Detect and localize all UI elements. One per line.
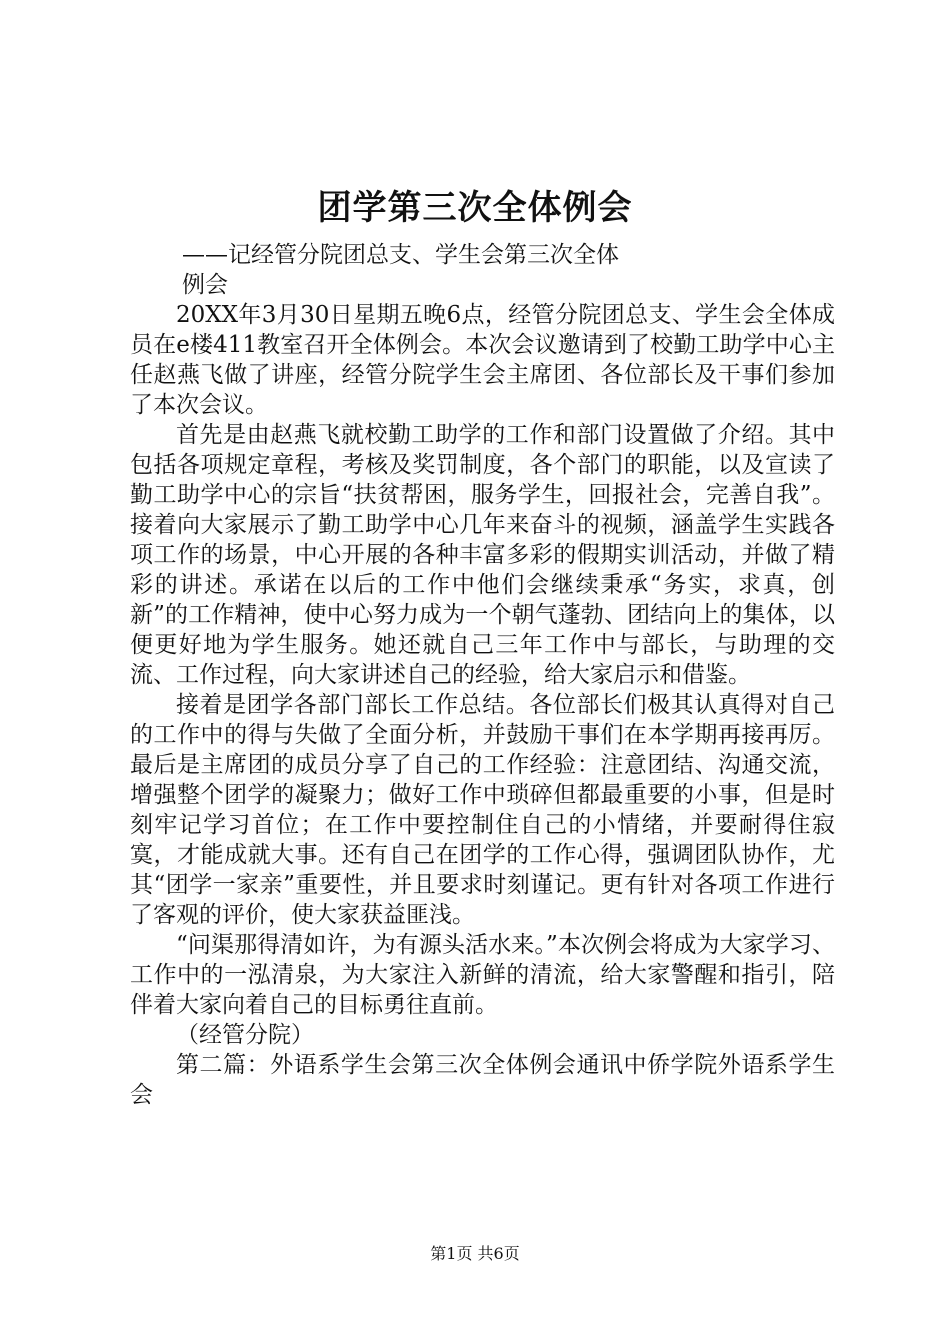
page-number-footer: 第1页 共6页 [430, 1244, 520, 1263]
subtitle-line: 例会 [182, 272, 228, 298]
paragraph: 第二篇：外语系学生会第三次全体例会通讯中侨学院外语系学生会 [130, 1052, 835, 1108]
paragraph: “问渠那得清如许，为有源头活水来。”本次例会将成为大家学习、工作中的一泓清泉，为大家注入新鲜的清流，给大家警醒和指引，陪伴着大家向着自己的目标勇往直前。 [130, 932, 835, 1018]
subtitle [182, 240, 682, 300]
subtitle-line: ——记经管分院团总支、学生会第三次全体 [182, 242, 619, 268]
page-title: 团学第三次全体例会 [317, 188, 633, 228]
paragraph: 20XX年3月30日星期五晚6点，经管分院团总支、学生会全体成员在e楼411教室召开全体例会。本次会议邀请到了校勤工助学中心主任赵燕飞做了讲座，经管分院学生会主席团、各位部长及干事们参加了本次会议。 [130, 302, 835, 418]
paragraph: （经管分院） [176, 1022, 314, 1048]
paragraph: 接着是团学各部门部长工作总结。各位部长们极其认真得对自己的工作中的得与失做了全面分析，并鼓励干事们在本学期再接再厉。最后是主席团的成员分享了自己的工作经验：注意团结、沟通交流，增强整个团学的凝聚力；做好工作中琐碎但都最重要的小事，但是时刻牢记学习首位；在工作中要控制住自己的小情绪，并要耐得住寂寞，才能成就大事。还有自己在团学的工作心得，强调团队协作，尤其“团学一家亲”重要性，并且要求时刻谨记。更有针对各项工作进行了客观的评价，使大家获益匪浅。 [130, 692, 835, 928]
article-body [130, 300, 835, 1110]
paragraph: 首先是由赵燕飞就校勤工助学的工作和部门设置做了介绍。其中包括各项规定章程，考核及奖罚制度，各个部门的职能，以及宣读了勤工助学中心的宗旨“扶贫帮困，服务学生，回报社会，完善自我”。接着向大家展示了勤工助学中心几年来奋斗的视频，涵盖学生实践各项工作的场景，中心开展的各种丰富多彩的假期实训活动，并做了精彩的讲述。承诺在以后的工作中他们会继续秉承“务实，求真，创新”的工作精神，使中心努力成为一个朝气蓬勃、团结向上的集体，以便更好地为学生服务。她还就自己三年工作中与部长，与助理的交流、工作过程，向大家讲述自己的经验，给大家启示和借鉴。 [130, 422, 835, 688]
